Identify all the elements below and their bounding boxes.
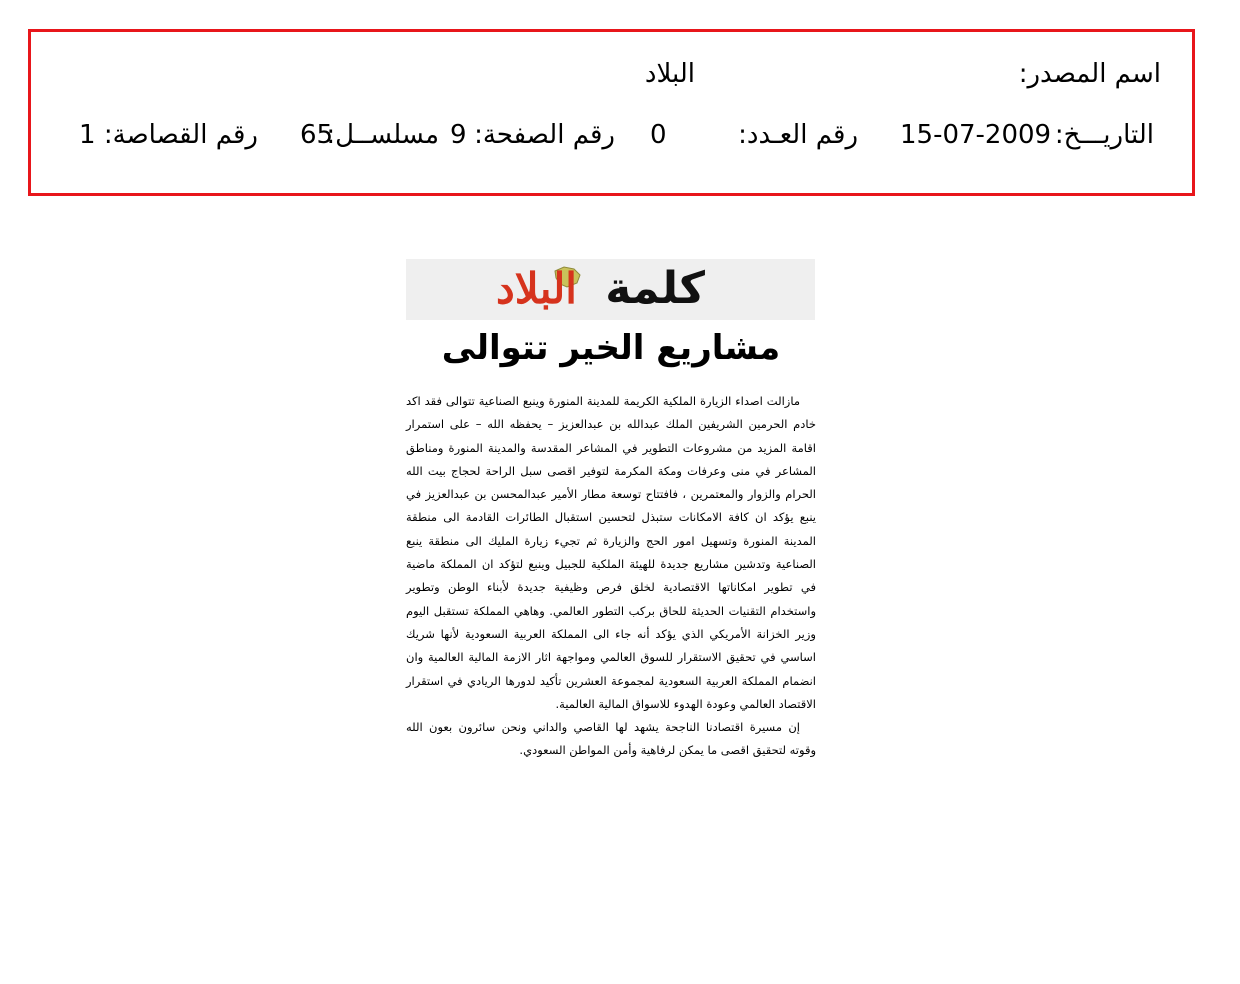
page-label: رقم الصفحة: [474, 120, 615, 150]
issue-value: 0 [650, 120, 667, 150]
serial-value: 65 [300, 120, 334, 150]
article-body [406, 390, 816, 763]
masthead-kalima: كلمة [605, 263, 705, 314]
masthead-banner [406, 259, 815, 320]
metadata-box [28, 29, 1195, 196]
newspaper-clip [406, 259, 816, 763]
clip-value: 1 [79, 120, 96, 150]
article-paragraph-1: مازالت اصداء الزيارة الملكية الكريمة للمدينة المنورة وينبع الصناعية تتوالى فقد اكد خادم الحرمين الشريفين الملك عبدالله بن عبدالعزيز – يحفظه الله – على استمرار اقامة المزيد من مشروعات التطوير في المشاعر المقدسة والمدينة المنورة ومناطق المشاعر في منى وعرفات ومكة المكرمة لتوفير اقصى سبل الراحة لحجاج بيت الله الحرام والزوار والمعتمرين ، فافتتاح توسعة مطار الأمير عبدالمحسن بن عبدالعزيز في ينبع يؤكد ان كافة الامكانات ستبذل لتحسين استقبال الطائرات القادمة الى منطقة المدينة المنورة وتسهيل امور الحج والزيارة ثم تجيء زيارة المليك الى منطقة ينبع الصناعية وتدشين مشاريع جديدة للهيئة الملكية للجبيل وينبع لتؤكد ان المملكة ماضية في تطوير امكاناتها الاقتصادية لخلق فرص وظيفية جديدة لأبناء الوطن وتطوير واستخدام التقنيات الحديثة للحاق بركب التطور العالمي. وهاهي المملكة تستقبل اليوم وزير الخزانة الأمريكي الذي يؤكد أنه جاء الى المملكة العربية السعودية لأنها شريك اساسي في تحقيق الاستقرار للسوق العالمي ومواجهة اثار الازمة المالية العالمية وان انضمام المملكة العربية السعودية لمجموعة العشرين تأكيد لدورها الريادي في استقرار الاقتصاد العالمي وعودة الهدوء للاسواق المالية العالمية. [406, 394, 816, 711]
serial-label: مسلســل: [326, 120, 439, 150]
date-label: التاريـــخ: [1054, 120, 1154, 150]
source-label: اسم المصدر: [1018, 59, 1161, 89]
article-paragraph-2: إن مسيرة اقتصادنا الناجحة يشهد لها القاصي والداني ونحن سائرون بعون الله وقوته لتحقيق اقصى ما يمكن لرفاهية وأمن المواطن السعودي. [406, 720, 816, 758]
date-value: 15-07-2009 [900, 120, 1052, 150]
issue-label: رقم العـدد: [738, 120, 858, 150]
article-headline: مشاريع الخير تتوالى [441, 328, 781, 368]
clip-label: رقم القصاصة: [103, 120, 258, 150]
page-value: 9 [450, 120, 467, 150]
source-value: البلاد [644, 59, 695, 89]
masthead-albilad: البلاد [496, 264, 577, 313]
